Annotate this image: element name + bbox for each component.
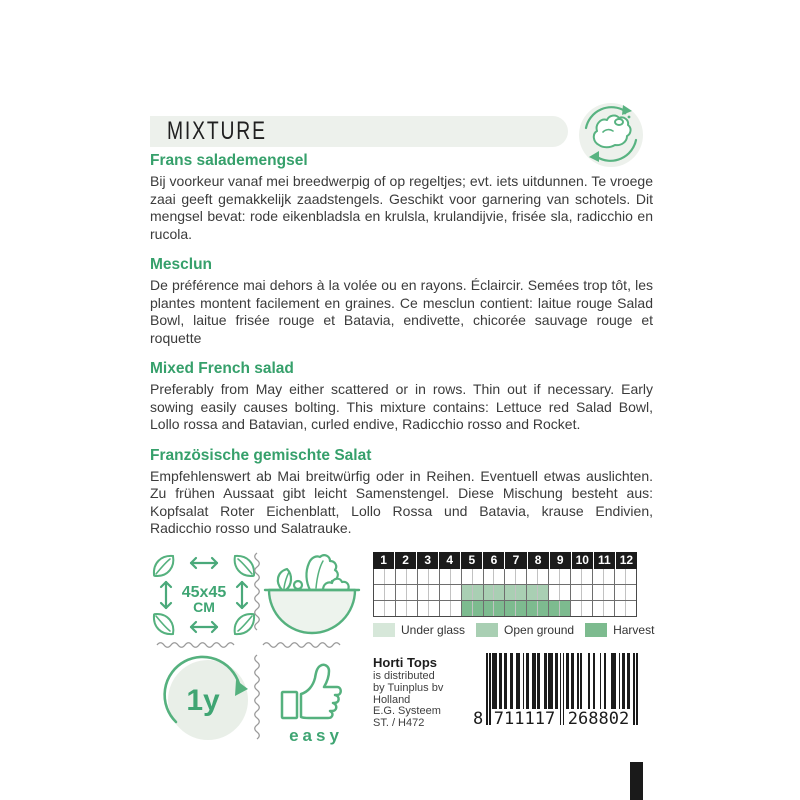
calendar-month-8: 8 [528,552,550,569]
calendar-cell [440,601,451,616]
one-year-label: 1y [186,684,220,717]
calendar-cell [429,585,440,600]
calendar-cell [440,569,451,584]
calendar-month-6: 6 [483,552,505,569]
barcode-bar [523,653,525,709]
barcode-bar [572,653,574,709]
calendar-month-1: 1 [373,552,395,569]
calendar-cell [560,569,571,584]
easy-thumbs-up-icon [272,651,356,752]
calendar-month-5: 5 [461,552,483,569]
barcode-bar [545,653,547,709]
barcode-bar [563,653,565,725]
calendar-cell [582,569,593,584]
calendar-cell [396,569,407,584]
section-english [150,360,653,434]
one-year-icon [156,650,252,751]
calendar-month-12: 12 [616,552,637,569]
calendar-cell [560,585,571,600]
calendar-cell [494,569,505,584]
section-heading-english: Mixed French salad [150,360,294,377]
calendar-cell [527,601,538,616]
calendar-month-9: 9 [550,552,572,569]
calendar-cell [626,585,636,600]
calendar-cell [582,601,593,616]
barcode-bar [600,653,602,709]
calendar-cell [615,585,626,600]
print-registration-mark [630,762,643,800]
calendar-cell [538,585,549,600]
divider-vertical-wave [252,654,260,748]
calendar-cell [571,569,582,584]
barcode-bar [518,653,520,709]
barcode-bar [588,653,590,709]
divider-vertical-wave [252,552,260,639]
calendar-cell [462,601,473,616]
calendar-cell [396,585,407,600]
barcode-bar [633,653,635,725]
section-heading-german: Französische gemischte Salat [150,446,372,464]
calendar-cell [582,585,593,600]
legend-label: Harvest [613,623,655,637]
calendar-cell [473,601,484,616]
section-body-german: Empfehlenswert ab Mai breitwürfig oder in Reihen. Eventuell etwas auslichten. Zu frühen Aussaat gibt leicht Samenstengel. Diese Mischung besteht aus: Kopfsalat Roter Eichenblatt, Lollo Rossa und Batavia, krause Endivien, Radicchio rosso und Salatrauke. [150,467,653,536]
barcode-bar [577,653,579,709]
calendar-cell [451,569,462,584]
calendar-cell [604,569,615,584]
section-french [150,256,653,347]
calendar-month-11: 11 [594,552,616,569]
distributor-info [373,655,483,730]
calendar-cell [604,585,615,600]
calendar-cell [593,569,604,584]
calendar-cell [516,601,527,616]
calendar-cell [418,585,429,600]
barcode-bar [556,653,558,709]
calendar-cell [505,585,516,600]
description-sections [150,152,653,551]
calendar-row-under_glass [374,569,636,585]
barcode-bar [568,653,570,709]
calendar-cell [374,585,385,600]
calendar-cell [484,601,495,616]
easy-label: easy [289,726,343,745]
distributor-line: ST. / H472 [373,717,425,730]
calendar-row-open_ground [374,585,636,601]
sowing-calendar [373,552,655,637]
legend-label: Open ground [504,623,575,637]
calendar-cell [429,601,440,616]
distributor-line: is distributed [373,670,435,682]
page-title: MIXTURE [167,117,267,146]
barcode-bar [560,653,562,725]
barcode-bar [489,653,491,725]
calendar-cell [527,585,538,600]
calendar-cell [385,601,396,616]
calendar-cell [451,601,462,616]
section-german [150,447,653,538]
calendar-cell [418,601,429,616]
section-body-english: Preferably from May either scattered or in rows. Thin out if necessary. Early sowing easily causes bolting. This mixture contains: Lettuce red Salad Bowl, Lollo rossa and Batavian, curled endive, Radicchio rosso and Rocket. [150,381,653,432]
ean13-barcode [473,653,638,733]
distributor-line: Holland [373,693,411,706]
barcode-bar [628,653,630,709]
calendar-cell [549,569,560,584]
barcode-bar [614,653,616,709]
calendar-cell [593,585,604,600]
calendar-cell [604,601,615,616]
calendar-cell [407,569,418,584]
spacing-value: 45x45 [181,584,227,601]
calendar-cell [484,585,495,600]
barcode-bar [552,653,554,709]
calendar-cell [615,569,626,584]
calendar-cell [626,601,636,616]
calendar-cell [396,601,407,616]
calendar-cell [516,569,527,584]
section-body-french: De préférence mai dehors à la volée ou en rayons. Éclaircir. Semées trop tôt, les plantes montent facilement en graines. Ce mesclun contient: laitue rouge Salad Bowl, laitue frisée rouge et Batavia, endivette, chicorée sauvage rouge et roquette [150,277,653,346]
calendar-cell [538,569,549,584]
legend-item-harvest [585,623,654,637]
barcode-bar [512,653,514,709]
barcode-bar [534,653,536,709]
calendar-cell [571,585,582,600]
calendar-cell [593,601,604,616]
calendar-cell [560,601,571,616]
section-body-dutch: Bij voorkeur vanaf mei breedwerpig of op regeltjes; evt. iets uitdunnen. Te vroege zaai geeft gemakkelijk zaadstengels. Geschikt voor garnering van schotels. Dit mengsel bevat: rode eikenbladsla en krulsla, krulandijvie, frisée sla, radicchio en rucola. [150,173,653,242]
barcode-bar [539,653,541,709]
distributor-name: Horti Tops [373,655,438,670]
barcode-bar [604,653,606,709]
calendar-cell [516,585,527,600]
calendar-grid [373,569,637,617]
calendar-month-4: 4 [439,552,461,569]
calendar-cell [473,585,484,600]
calendar-cell [451,585,462,600]
barcode-bar [486,653,488,725]
legend-swatch [373,623,395,637]
barcode-bar [505,653,507,709]
calendar-legend [373,623,655,637]
calendar-cell [549,585,560,600]
legend-label: Under glass [401,623,466,637]
calendar-month-header [373,552,637,569]
barcode-bar [580,653,582,709]
header-bar [150,116,568,147]
legend-swatch [476,623,498,637]
barcode-bar [593,653,595,709]
calendar-cell [494,601,505,616]
calendar-cell [626,569,636,584]
calendar-month-3: 3 [417,552,439,569]
barcode-bar [496,653,498,709]
legend-item-open_ground [476,623,574,637]
calendar-cell [505,601,516,616]
barcode-bar [636,653,638,725]
calendar-cell [385,569,396,584]
calendar-row-harvest [374,601,636,616]
calendar-month-2: 2 [395,552,417,569]
distributor-line: E.G. Systeem [373,705,441,718]
distributor-line: by Tuinplus bv [373,681,444,694]
barcode-bar [528,653,530,709]
calendar-cell [538,601,549,616]
calendar-cell [549,601,560,616]
calendar-cell [407,601,418,616]
calendar-cell [374,569,385,584]
barcode-bar [624,653,626,709]
calendar-cell [571,601,582,616]
calendar-cell [484,569,495,584]
barcode-digits-left: 711117 [493,709,556,729]
calendar-cell [505,569,516,584]
calendar-cell [440,585,451,600]
calendar-month-7: 7 [505,552,527,569]
section-heading-dutch: Frans salademengsel [150,152,308,169]
calendar-cell [385,585,396,600]
calendar-cell [418,569,429,584]
section-dutch [150,152,653,243]
calendar-cell [615,601,626,616]
barcode-digits-right: 268802 [567,709,630,729]
barcode-digit-first: 8 [473,709,484,729]
section-heading-french: Mesclun [150,256,213,273]
calendar-cell [473,569,484,584]
calendar-cell [429,569,440,584]
barcode-bar [619,653,621,709]
plant-spacing-icon [150,551,258,644]
calendar-cell [374,601,385,616]
calendar-month-10: 10 [572,552,594,569]
barcode-bar [500,653,502,709]
legend-swatch [585,623,607,637]
salad-bowl-icon [260,548,364,643]
calendar-cell [462,569,473,584]
spacing-unit: CM [193,599,215,615]
calendar-cell [494,585,505,600]
legend-item-under_glass [373,623,465,637]
calendar-cell [407,585,418,600]
calendar-cell [527,569,538,584]
calendar-cell [462,585,473,600]
